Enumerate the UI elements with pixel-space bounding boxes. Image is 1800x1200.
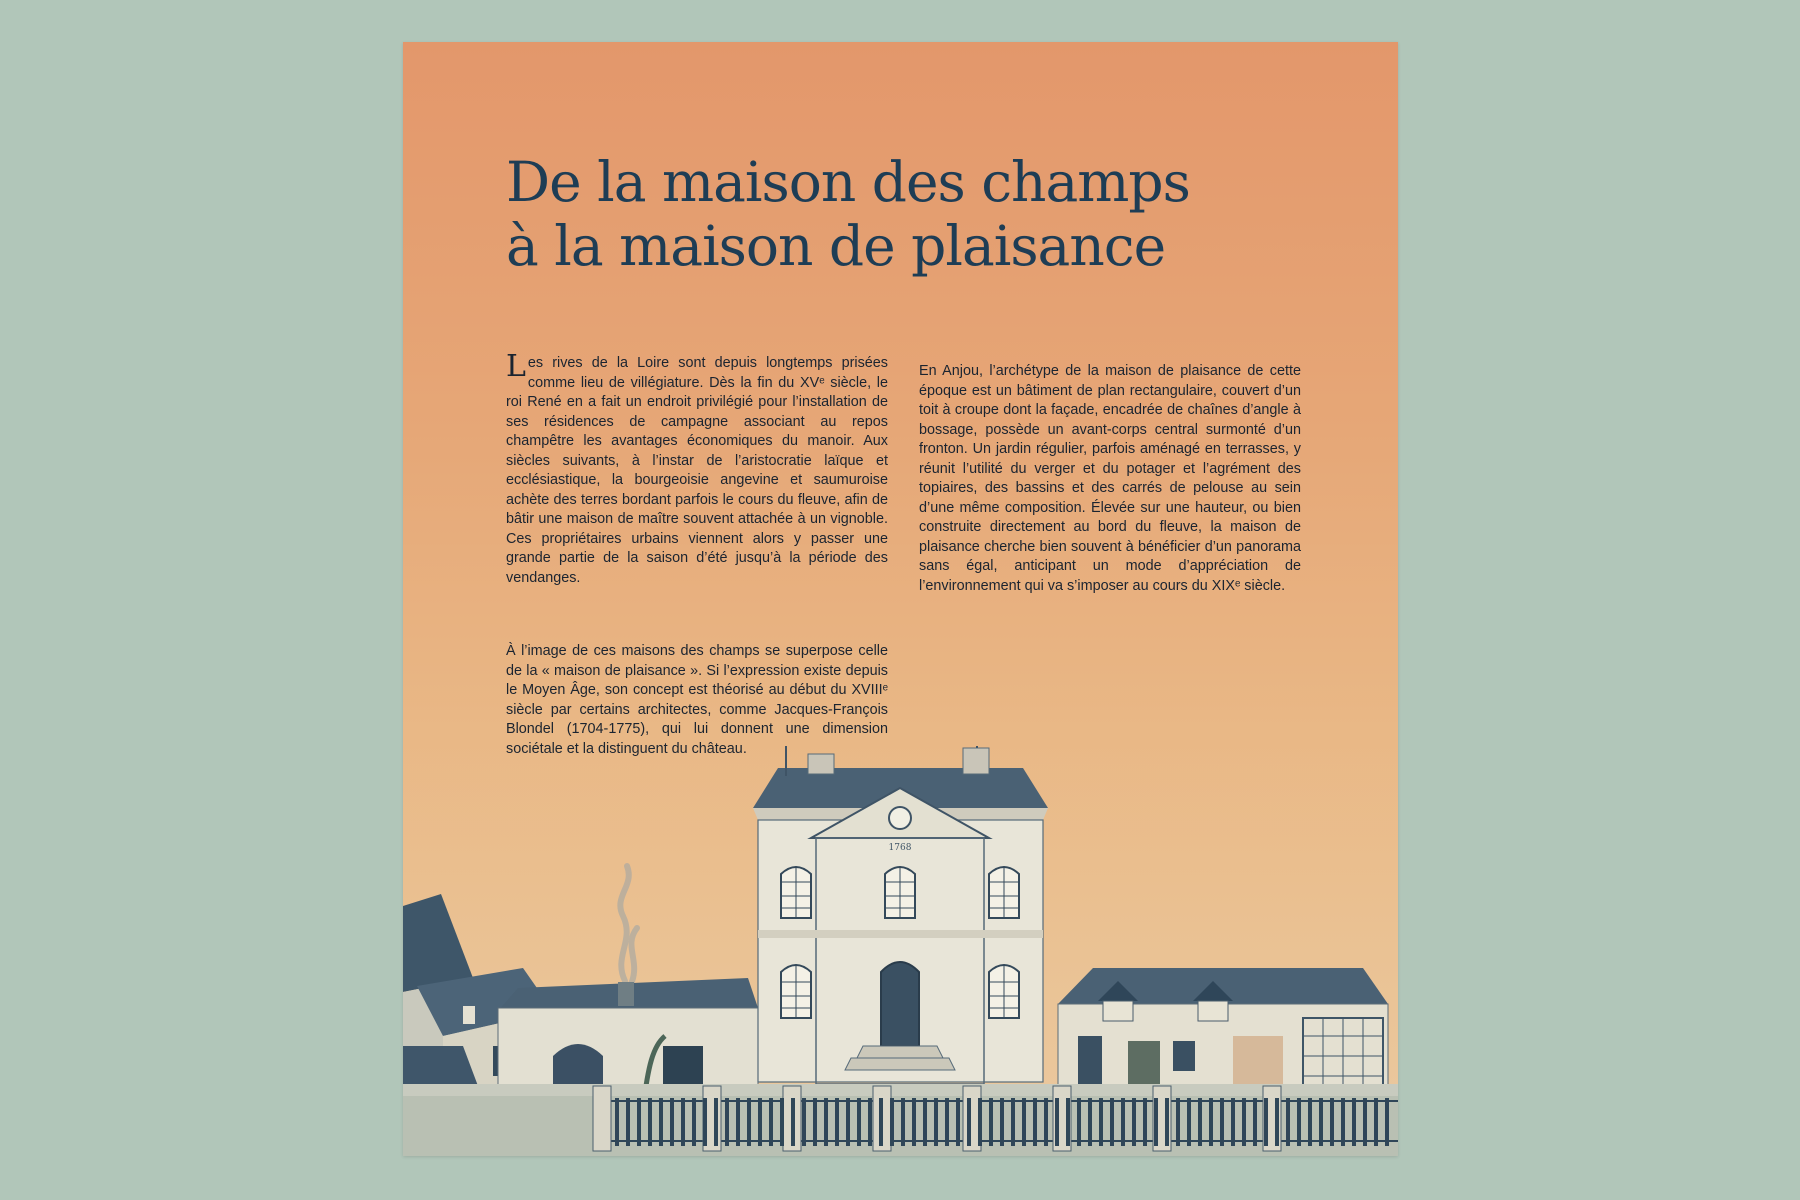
manor-house-illustration xyxy=(403,746,1398,1156)
fence-picket xyxy=(890,1098,894,1146)
title-line-1: De la maison des champs xyxy=(506,150,1190,214)
fence-picket xyxy=(1308,1098,1312,1146)
front-door xyxy=(881,962,919,1046)
fence-picket xyxy=(1132,1098,1136,1146)
fence-picket xyxy=(1055,1098,1059,1146)
pediment-date: 1768 xyxy=(888,843,912,853)
fence-picket xyxy=(1154,1098,1158,1146)
fence-picket xyxy=(1044,1098,1048,1146)
fence-picket xyxy=(1352,1098,1356,1146)
fence-picket xyxy=(637,1098,641,1146)
fence-picket xyxy=(1143,1098,1147,1146)
fence-picket xyxy=(1330,1098,1334,1146)
fence-picket xyxy=(1385,1098,1389,1146)
fence-picket xyxy=(835,1098,839,1146)
fence-picket xyxy=(758,1098,762,1146)
fence-picket xyxy=(1220,1098,1224,1146)
page-title xyxy=(506,150,1306,278)
right-wing-outbuilding xyxy=(1058,968,1388,1104)
fence-picket xyxy=(945,1098,949,1146)
fence-picket xyxy=(923,1098,927,1146)
fence-picket xyxy=(615,1098,619,1146)
fence-picket xyxy=(1198,1098,1202,1146)
fence-picket xyxy=(1022,1098,1026,1146)
fence-picket xyxy=(813,1098,817,1146)
fence-picket xyxy=(1165,1098,1169,1146)
garden-and-fence xyxy=(403,1084,1398,1156)
fence-picket xyxy=(868,1098,872,1146)
fence-picket xyxy=(1209,1098,1213,1146)
column-2-paragraph-1 xyxy=(919,362,1301,596)
fence-picket xyxy=(791,1098,795,1146)
fence-picket xyxy=(857,1098,861,1146)
fence-picket xyxy=(648,1098,652,1146)
fence-picket xyxy=(1099,1098,1103,1146)
fence-picket xyxy=(1286,1098,1290,1146)
fence-picket xyxy=(1297,1098,1301,1146)
fence-picket xyxy=(1077,1098,1081,1146)
fence-picket xyxy=(736,1098,740,1146)
fence-picket xyxy=(1363,1098,1367,1146)
column-1-paragraph-1-text: es rives de la Loire sont depuis longtemps prisées comme lieu de villégiature. Dès la fin du XVᵉ siècle, le roi René en a fait un endroit privilégié pour l’installation de ses résidences de campagne associant au repos champêtre les avantages économiques du manoir. Aux siècles suivants, à l’instar de l’aristocratie laïque et ecclésiastique, la bourgeoisie angevine et saumuroise achète des terres bordant parfois le cours du fleuve, afin de bâtir une maison de maître souvent attachée à un vignoble. Ces propriétaires urbains viennent alors y passer une grande partie de la saison d’été jusqu’à la période des vendanges. xyxy=(506,355,888,586)
fence-picket xyxy=(692,1098,696,1146)
column-1-paragraph-1 xyxy=(506,349,888,588)
fence-picket xyxy=(769,1098,773,1146)
main-house xyxy=(753,746,1048,1084)
fence-picket xyxy=(747,1098,751,1146)
fence-picket xyxy=(978,1098,982,1146)
fence-picket xyxy=(846,1098,850,1146)
fence-picket xyxy=(681,1098,685,1146)
column-2-paragraph-1-text: En Anjou, l’archétype de la maison de plaisance de cette époque est un bâtiment de plan rectangulaire, couvert d’un toit à croupe dont la façade, encadrée de chaînes d’angle à bossage, possède un avant-corps central surmonté d’un fronton. Un jardin régulier, parfois aménagé en terrasses, y réunit l’utilité du verger et du potager et l’agrément des topiaires, des bassins et des carrés de pelouse au sein d’une même composition. Élevée sur une hauteur, ou bien construite directement au bord du fleuve, la maison de plaisance cherche bien souvent à bénéficier d’un panorama sans égal, anticipant un mode d’appréciation de l’environnement qui va s’imposer au cours du XIXᵉ siècle. xyxy=(919,363,1301,594)
fence-picket xyxy=(670,1098,674,1146)
fence-picket xyxy=(1000,1098,1004,1146)
fence-picket xyxy=(989,1098,993,1146)
fence-picket xyxy=(780,1098,784,1146)
fence-picket xyxy=(1088,1098,1092,1146)
drop-cap: L xyxy=(506,349,526,384)
fence-picket xyxy=(626,1098,630,1146)
fence-picket xyxy=(1264,1098,1268,1146)
fence-picket xyxy=(703,1098,707,1146)
fence-picket xyxy=(802,1098,806,1146)
fence-picket xyxy=(725,1098,729,1146)
fence-picket xyxy=(879,1098,883,1146)
column-1-paragraph-2 xyxy=(506,642,888,759)
fence-picket xyxy=(1374,1098,1378,1146)
fence-picket xyxy=(1319,1098,1323,1146)
fence-picket xyxy=(1231,1098,1235,1146)
fence-picket xyxy=(824,1098,828,1146)
fence-picket xyxy=(1011,1098,1015,1146)
poster-panel xyxy=(403,42,1398,1156)
fence-picket xyxy=(659,1098,663,1146)
fence-picket xyxy=(967,1098,971,1146)
fence-picket xyxy=(1253,1098,1257,1146)
fence-picket xyxy=(1121,1098,1125,1146)
fence-picket xyxy=(1341,1098,1345,1146)
fence-picket xyxy=(1242,1098,1246,1146)
fence-picket xyxy=(1176,1098,1180,1146)
fence-picket xyxy=(1275,1098,1279,1146)
fence-picket xyxy=(912,1098,916,1146)
title-line-2: à la maison de plaisance xyxy=(506,214,1166,278)
fence-picket xyxy=(1066,1098,1070,1146)
column-1-paragraph-2-text: À l’image de ces maisons des champs se superpose celle de la « maison de plaisance ». Si l’expression existe depuis le Moyen Âge, son concept est théorisé au début du XVIIIᵉ siècle par certains architectes, comme Jacques-François Blondel (1704-1775), qui lui donnent une dimension xyxy=(506,643,888,737)
fence-picket xyxy=(714,1098,718,1146)
fence-picket xyxy=(934,1098,938,1146)
fence-picket xyxy=(901,1098,905,1146)
fence-picket xyxy=(1187,1098,1191,1146)
fence-picket xyxy=(1033,1098,1037,1146)
fence-picket xyxy=(1110,1098,1114,1146)
fence-picket xyxy=(956,1098,960,1146)
